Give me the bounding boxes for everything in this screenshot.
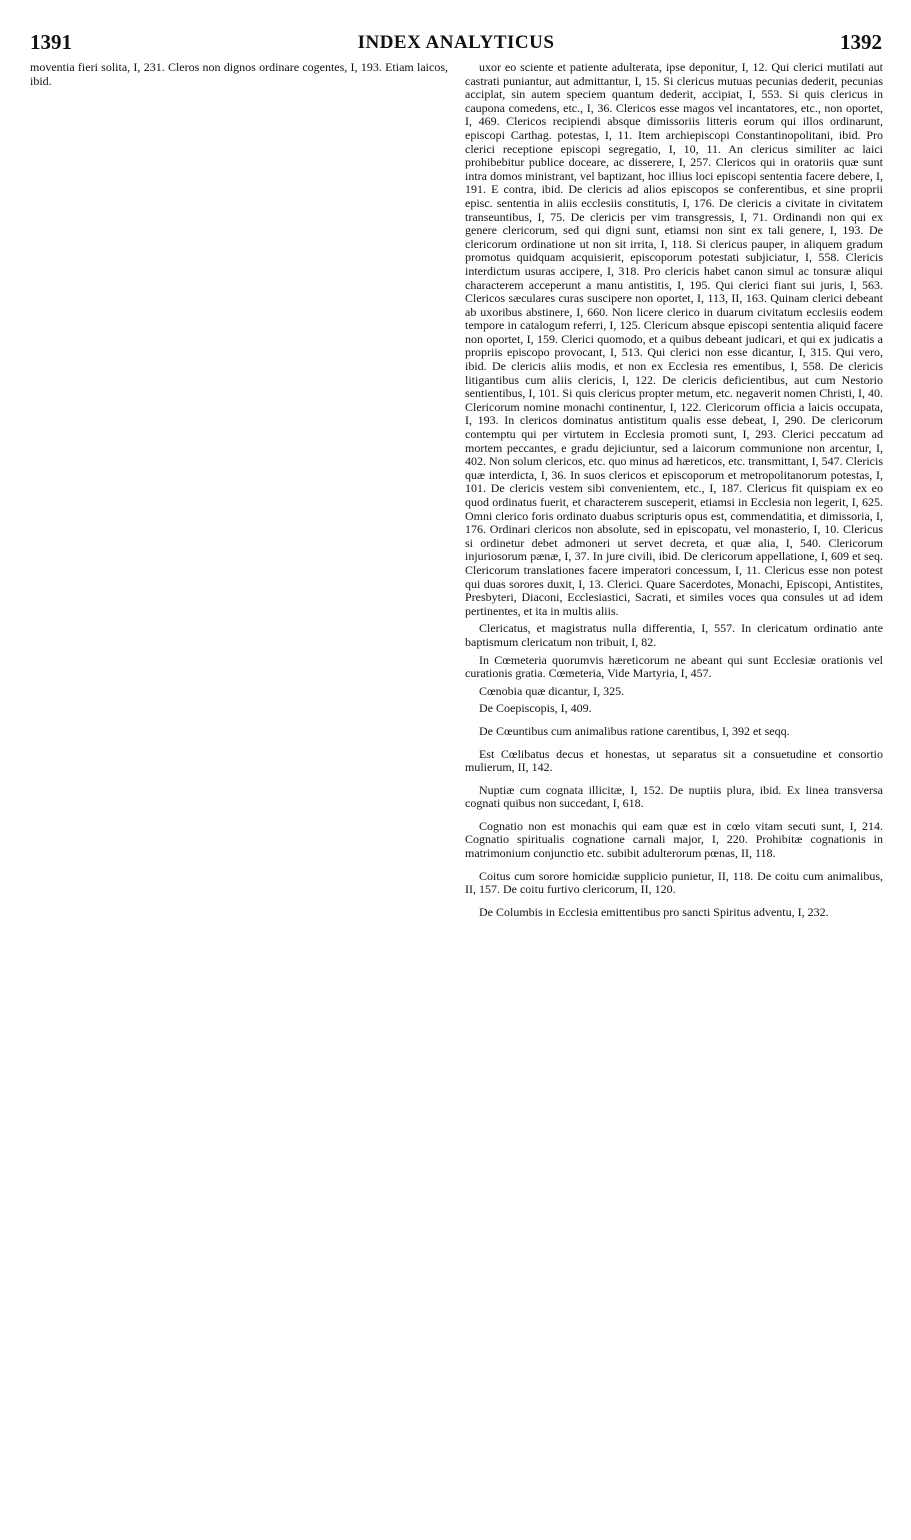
page-number-left: 1391	[30, 30, 72, 54]
page-number-right: 1392	[840, 30, 882, 54]
right-column	[465, 60, 883, 919]
index-entry: Nuptiæ cum cognata illicitæ, I, 152. De nuptiis plura, ibid. Ex linea transversa cognati quibus non succedant, I, 618.	[465, 782, 883, 811]
page-title: INDEX ANALYTICUS	[357, 32, 555, 53]
index-entry: Clericatus, et magistratus nulla differentia, I, 557. In clericatum ordinatio ante baptismum clericatum non tribuit, I, 82.	[465, 621, 883, 649]
index-entry: Coitus cum sorore homicidæ supplicio punietur, II, 118. De coitu cum animalibus, II, 157. De coitu furtivo clericorum, II, 120.	[465, 868, 883, 897]
index-entry: uxor eo sciente et patiente adulterata, ipse deponitur, I, 12. Qui clerici mutilati aut castrati puniantur, aut admittantur, I, 15. Si clericus mutuas pecunias dederit, pecunias acciplat, sin autem speciem quantum dederit, accipiat, I, 553. Si quis clericus in caupona comedens, etc., I, 36. Clericos esse magos vel incantatores, etc., non oportet, I, 469. Clericos recipiendi absque dimissoriis litteris eorum qui illos ordinarunt, episcopi Carthag. potestas, I, 11. Item archiepiscopi Constantinopolitani, ibid. Pro clerici receptione episcopi segregatio, I, 10, 11. An clericus similiter ac laici prohibebitur publice doceare, ac disserere, I, 257. Clericos qui in oratoriis quæ sunt intra domos ministrant, vel baptizant, hoc illius loci episcopi sententia facere debere, I, 191. E contra, ibid. De clericis ad alios episcopos se conferentibus, et sine proprii episc. sententia in aliis ecclesiis constitutis, I, 176. De clericis a civitate in civitatem transeuntibus, I, 75. De clericis per vim transgressis, I, 71. Ordinandi non qui ex genere clericorum, sed qui digni sunt, etiamsi non sint ex tali genere, I, 193. De clericorum ordinatione ut non sit irrita, I, 118. Si clericus pauper, in aliquem gradum promotus quidquam acquisierit, episcoporum potestati subjiciatur, I, 558. Clericis interdictum usuras accipere, I, 318. Pro clericis habet canon simul ac tonsuræ aliqui characterem acceperunt a manu antistitis, I, 195. Qui clerici fiant sui juris, I, 563. Clericos sæculares curas suscipere non oportet, I, 113, II, 163. Quinam clerici debeant ab uxoribus abstinere, I, 660. Non licere clerico in duarum civitatum ecclesiis eodem tempore in catalogum referri, I, 125. Clericum absque episcopi sententia aliquid facere non oportet, I, 159. Clerici quomodo, et a quibus debeant judicari, et qui ex judicatis a propriis episcopo provocant, I, 513. Qui clerici non esse dicantur, I, 315. Qui vero, ibid. De clericis aliis modis, et non ex Ecclesia res ementibus, I, 558. De clericis litigantibus cum aliis clericis, I, 122. De clericis deficientibus, aut cum Nestorio sentientibus, I, 101. Si quis clericus propter metum, etc. negaverit nomen Christi, I, 40. Clericorum nomine monachi continentur, I, 122. Clericorum officia a laicis occupata, I, 193. In clericos dominatus antistitum qualis esse debeat, I, 290. De clericorum contemptu qui per virtutem in Ecclesia promoti sunt, I, 293. Clerici peccatum ad mortem peccantes, e gradu dejiciuntur, sed a laicorum communione non arcentur, I, 402. Non solum clericos, etc. quo minus ad hæreticos, etc. transmittant, I, 547. Clericis quæ interdicta, I, 36. In suos clericos et episcoporum et metropolitanorum potestas, I, 101. De clericis vestem sibi convenientem, etc., I, 187. Clericus fit quispiam ex eo quod ordinatus fuerit, et characterem susceperit, etiamsi in Ecclesia non legerit, I, 625. Omni clerico foris ordinato duabus scripturis opus est, commendatitia, et dimissoria, I, 176. Ordinari clericos non absolute, sed in episcopatu, vel monasterio, I, 10. Clericus si ordinetur debet admoneri ut servet decreta, et quæ alia, I, 540. Clericorum injuriosorum pænæ, I, 37. In jure civili, ibid. De clericorum appellatione, I, 609 et seq. Clericorum translationes facere imperatori concessum, I, 11. Clericus esse non potest qui duas sorores duxit, I, 13. Clerici. Quare Sacerdotes, Monachi, Episcopi, Antistites, Presbyteri, Diaconi, Ecclesiastici, Sacrati, et similes voces qua consules ut ad idem pertinentes, et ita in multis aliis.	[465, 60, 883, 618]
index-entry: In Cœmeteria quorumvis hæreticorum ne abeant qui sunt Ecclesiæ orationis vel curationis gratia. Cœmeteria, Vide Martyria, I, 457.	[465, 652, 883, 681]
left-column	[30, 61, 448, 1516]
index-entry: Cognatio non est monachis qui eam quæ est in cœlo vitam secuti sunt, I, 214. Cognatio spiritualis cognatione carnali major, I, 220. Prohibitæ cognationis in matrimonium conjunctio etc. subibit adulterorum pœnas, II, 118.	[465, 818, 883, 861]
index-entry: De Columbis in Ecclesia emittentibus pro sancti Spiritus adventu, I, 232.	[479, 904, 829, 919]
index-entry: Est Cœlibatus decus et honestas, ut separatus sit a consuetudine et consortio mulierum, II, 142.	[465, 746, 883, 775]
page-header	[30, 30, 882, 60]
index-entry: De Coepiscopis, I, 409.	[479, 701, 592, 716]
index-entry: Cœnobia quæ dicantur, I, 325.	[479, 683, 625, 698]
index-entry: De Cœuntibus cum animalibus ratione carentibus, I, 392 et seqq.	[479, 723, 790, 738]
index-entry: moventia fieri solita, I, 231. Cleros non dignos ordinare cogentes, I, 193. Etiam laicos, ibid.	[30, 60, 448, 88]
